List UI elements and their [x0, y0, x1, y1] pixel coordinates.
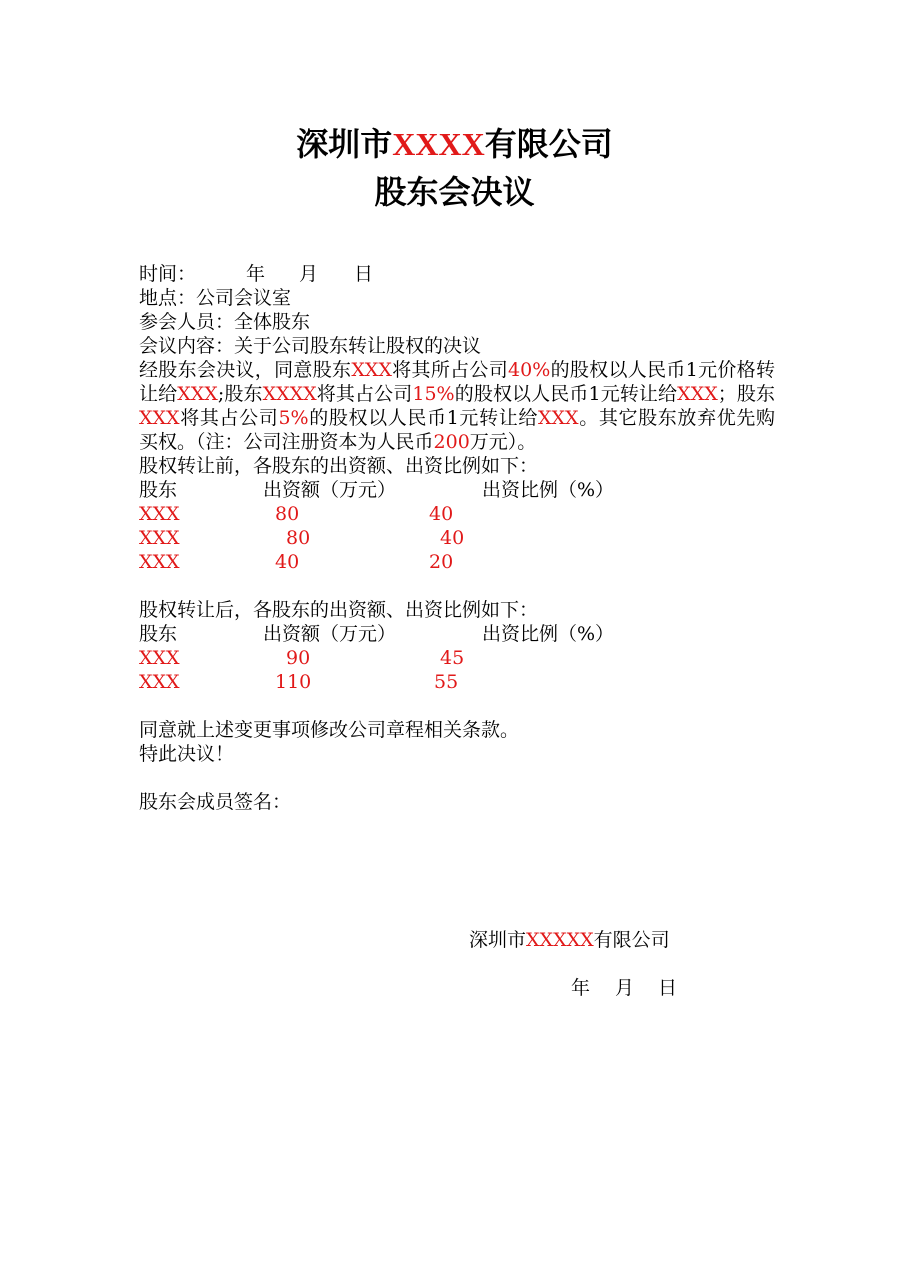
resolution-paragraph — [139, 358, 775, 454]
table-row — [139, 670, 775, 694]
row-holder: XXX — [139, 647, 180, 669]
time-day: 日 — [354, 263, 374, 285]
row-amount: 80 — [286, 527, 311, 549]
resolution-transferee-c: XXX — [538, 407, 579, 429]
resolution-text: 的股权以人民币1元价格转让给 — [139, 359, 775, 405]
row-amount: 90 — [286, 647, 311, 669]
table-row — [139, 550, 775, 574]
table-row — [139, 502, 775, 526]
header-amount: 出资额（万元） — [263, 479, 397, 501]
meeting-content: 会议内容：关于公司股东转让股权的决议 — [139, 335, 482, 357]
signature-company-prefix: 深圳市 — [469, 929, 527, 951]
amend-statement: 同意就上述变更事项修改公司章程相关条款。 — [139, 719, 520, 741]
signature-company-suffix: 有限公司 — [593, 929, 670, 951]
row-holder: XXX — [139, 551, 180, 573]
header-amount: 出资额（万元） — [263, 623, 397, 645]
document-subtitle: 股东会决议 — [374, 173, 535, 211]
resolution-transferee-a: XXX — [177, 383, 218, 405]
resolution-text: 将其占公司 — [316, 383, 413, 405]
document-body — [139, 262, 775, 814]
after-heading: 股权转让后，各股东的出资额、出资比例如下： — [139, 599, 539, 621]
resolution-text: ；股东 — [717, 383, 775, 405]
signature-day: 日 — [658, 977, 678, 999]
row-ratio: 40 — [440, 527, 465, 549]
row-ratio: 40 — [429, 503, 454, 525]
hereby-resolved: 特此决议！ — [139, 743, 235, 765]
resolution-shareholder-b: XXXX — [262, 383, 317, 405]
meeting-place: 地点：公司会议室 — [139, 287, 292, 309]
resolution-shareholder-c: XXX — [139, 407, 180, 429]
title-suffix: 有限公司 — [484, 125, 613, 163]
row-amount: 110 — [275, 671, 312, 693]
signature-company-placeholder: XXXXX — [526, 929, 594, 951]
time-label: 时间： — [139, 263, 197, 285]
row-ratio: 45 — [440, 647, 465, 669]
resolution-text: 将其占公司 — [179, 407, 279, 429]
row-ratio: 20 — [429, 551, 454, 573]
spacer — [139, 694, 775, 718]
resolution-text: 的股权以人民币1元转让给 — [454, 383, 678, 405]
signature-label: 股东会成员签名： — [139, 791, 292, 813]
spacer — [139, 766, 775, 790]
row-holder: XXX — [139, 503, 180, 525]
title-prefix: 深圳市 — [296, 125, 393, 163]
header-shareholder: 股东 — [139, 623, 178, 645]
time-year: 年 — [246, 263, 266, 285]
resolution-text: 万元）。 — [469, 431, 537, 453]
resolution-percent-c: 5% — [278, 407, 309, 429]
resolution-text: 将其所占公司 — [391, 359, 509, 381]
before-heading: 股权转让前，各股东的出资额、出资比例如下： — [139, 455, 539, 477]
resolution-percent-b: 15% — [412, 383, 455, 405]
header-ratio: 出资比例（%） — [482, 479, 615, 501]
table-row — [139, 646, 775, 670]
header-shareholder: 股东 — [139, 479, 178, 501]
resolution-shareholder-a: XXX — [351, 359, 392, 381]
resolution-percent-a: 40% — [508, 359, 551, 381]
resolution-text: 的股权以人民币1元转让给 — [308, 407, 538, 429]
header-ratio: 出资比例（%） — [482, 623, 615, 645]
resolution-text: 。其它股东放弃优先购买权。（注：公司注册资本为人民币 — [139, 407, 775, 453]
after-table-header — [139, 622, 775, 646]
row-holder: XXX — [139, 671, 180, 693]
signature-month: 月 — [615, 977, 635, 999]
row-amount: 80 — [275, 503, 300, 525]
signature-year: 年 — [571, 977, 591, 999]
meeting-time-line — [139, 262, 775, 286]
resolution-text: 经股东会决议，同意股东 — [139, 359, 352, 381]
row-holder: XXX — [139, 527, 180, 549]
resolution-transferee-b: XXX — [677, 383, 718, 405]
resolution-text: ;股东 — [217, 383, 263, 405]
meeting-attendees: 参会人员：全体股东 — [139, 311, 311, 333]
before-table-header — [139, 478, 775, 502]
spacer — [139, 574, 775, 598]
table-row — [139, 526, 775, 550]
time-month: 月 — [299, 263, 319, 285]
title-company-placeholder: XXXX — [392, 126, 485, 162]
registered-capital: 200 — [433, 431, 470, 453]
row-amount: 40 — [275, 551, 300, 573]
row-ratio: 55 — [434, 671, 459, 693]
document-title — [0, 124, 909, 164]
signature-company — [469, 928, 670, 952]
